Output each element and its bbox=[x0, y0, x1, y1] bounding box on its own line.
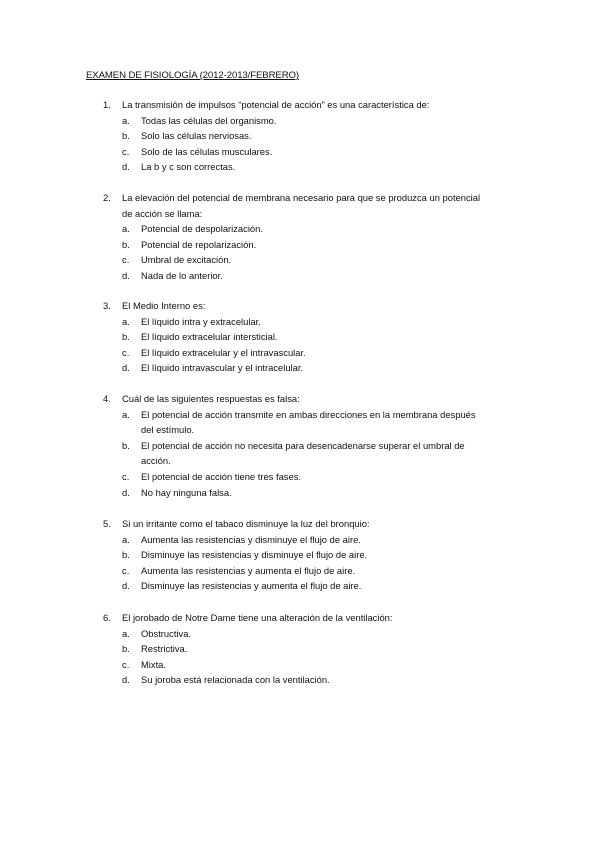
option-letter: c. bbox=[122, 346, 130, 358]
option-text: Obstructiva. bbox=[141, 627, 192, 639]
option-text: El potencial de acción no necesita para desencadenarse superar el umbral de bbox=[141, 439, 465, 451]
option-text: El potencial de acción tiene tres fases. bbox=[141, 470, 301, 482]
question-number: 1. bbox=[103, 99, 111, 110]
option-a bbox=[0, 532, 600, 548]
option-a bbox=[0, 407, 600, 423]
question-number: 2. bbox=[103, 192, 111, 203]
option-letter: a. bbox=[122, 627, 130, 639]
option-text: Solo de las células musculares. bbox=[141, 145, 273, 157]
option-letter: b. bbox=[122, 130, 130, 142]
question-text: Cuál de las siguientes respuestas es falsa: bbox=[122, 393, 300, 404]
question-text: Si un irritante como el tabaco disminuye la luz del bronquio: bbox=[122, 518, 370, 529]
option-text: El líquido intra y extracelular. bbox=[141, 315, 261, 327]
option-c bbox=[0, 144, 600, 160]
question-text: La elevación del potencial de membrana necesario para que se produzca un potencial bbox=[122, 192, 481, 203]
question-6 bbox=[0, 610, 600, 688]
question-3 bbox=[0, 298, 600, 376]
option-text: Umbral de excitación. bbox=[141, 254, 232, 266]
option-text: Todas las células del organismo. bbox=[141, 114, 277, 126]
question-number: 6. bbox=[103, 612, 111, 623]
question-text: El Medio Interno es: bbox=[122, 300, 206, 311]
option-b bbox=[0, 547, 600, 563]
option-text: Potencial de despolarización. bbox=[141, 223, 263, 235]
option-letter: b. bbox=[122, 549, 130, 561]
question-1 bbox=[0, 97, 600, 175]
option-text: Restrictiva. bbox=[141, 643, 188, 655]
question-text-continued: de acción se llama: bbox=[122, 207, 203, 219]
option-text: Solo las células nerviosas. bbox=[141, 130, 252, 142]
option-b-continued bbox=[0, 453, 600, 469]
option-b bbox=[0, 329, 600, 345]
option-a bbox=[0, 113, 600, 129]
option-d bbox=[0, 578, 600, 594]
option-letter: d. bbox=[122, 161, 130, 173]
option-letter: c. bbox=[122, 145, 130, 157]
option-d bbox=[0, 159, 600, 175]
option-text: Mixta. bbox=[141, 658, 167, 670]
question-text: La transmisión de impulsos “potencial de acción” es una característica de: bbox=[122, 99, 430, 110]
option-text: Aumenta las resistencias y disminuye el flujo de aire. bbox=[141, 533, 361, 545]
option-letter: a. bbox=[122, 114, 130, 126]
question-4 bbox=[0, 391, 600, 500]
question-5 bbox=[0, 516, 600, 594]
option-text: El líquido extracelular intersticial. bbox=[141, 331, 278, 343]
option-b bbox=[0, 237, 600, 253]
option-a bbox=[0, 221, 600, 237]
option-letter: c. bbox=[122, 254, 130, 266]
option-text-continued: del estímulo. bbox=[141, 424, 195, 436]
option-text: Su joroba está relacionada con la ventilación. bbox=[141, 674, 330, 686]
option-text: Aumenta las resistencias y aumenta el flujo de aire. bbox=[141, 564, 356, 576]
option-letter: b. bbox=[122, 238, 130, 250]
option-letter: d. bbox=[122, 362, 130, 374]
option-text-continued: acción. bbox=[141, 455, 171, 467]
option-d bbox=[0, 485, 600, 501]
option-b bbox=[0, 438, 600, 454]
option-d bbox=[0, 268, 600, 284]
question-number: 5. bbox=[103, 518, 111, 529]
question-text: El jorobado de Notre Dame tiene una alteración de la ventilación: bbox=[122, 612, 393, 623]
option-c bbox=[0, 657, 600, 673]
question-2 bbox=[0, 190, 600, 284]
option-c bbox=[0, 345, 600, 361]
option-c bbox=[0, 563, 600, 579]
option-letter: d. bbox=[122, 580, 130, 592]
option-c bbox=[0, 469, 600, 485]
option-letter: b. bbox=[122, 331, 130, 343]
option-text: El líquido intravascular y el intracelular. bbox=[141, 362, 304, 374]
option-letter: a. bbox=[122, 533, 130, 545]
option-letter: b. bbox=[122, 439, 130, 451]
exam-title: EXAMEN DE FISIOLOGÍA (2012-2013/FEBRERO) bbox=[86, 70, 299, 81]
option-letter: d. bbox=[122, 486, 130, 498]
option-text: Potencial de repolarización. bbox=[141, 238, 257, 250]
option-text: Nada de lo anterior. bbox=[141, 269, 223, 281]
option-letter: a. bbox=[122, 408, 130, 420]
question-number: 4. bbox=[103, 393, 111, 404]
option-text: Disminuye las resistencias y aumenta el flujo de aire. bbox=[141, 580, 362, 592]
option-a bbox=[0, 626, 600, 642]
option-letter: b. bbox=[122, 643, 130, 655]
option-b bbox=[0, 128, 600, 144]
option-text: El potencial de acción transmite en ambas direcciones en la membrana después bbox=[141, 408, 476, 420]
option-letter: d. bbox=[122, 269, 130, 281]
option-letter: c. bbox=[122, 658, 130, 670]
option-d bbox=[0, 672, 600, 688]
option-text: La b y c son correctas. bbox=[141, 161, 236, 173]
option-text: No hay ninguna falsa. bbox=[141, 486, 232, 498]
option-letter: c. bbox=[122, 564, 130, 576]
option-a bbox=[0, 314, 600, 330]
option-d bbox=[0, 360, 600, 376]
option-letter: c. bbox=[122, 470, 130, 482]
question-number: 3. bbox=[103, 300, 111, 311]
option-letter: a. bbox=[122, 223, 130, 235]
option-letter: a. bbox=[122, 315, 130, 327]
option-letter: d. bbox=[122, 674, 130, 686]
option-a-continued bbox=[0, 422, 600, 438]
option-c bbox=[0, 252, 600, 268]
option-text: Disminuye las resistencias y disminuye el flujo de aire. bbox=[141, 549, 368, 561]
option-text: El líquido extracelular y el intravascular. bbox=[141, 346, 306, 358]
option-b bbox=[0, 641, 600, 657]
